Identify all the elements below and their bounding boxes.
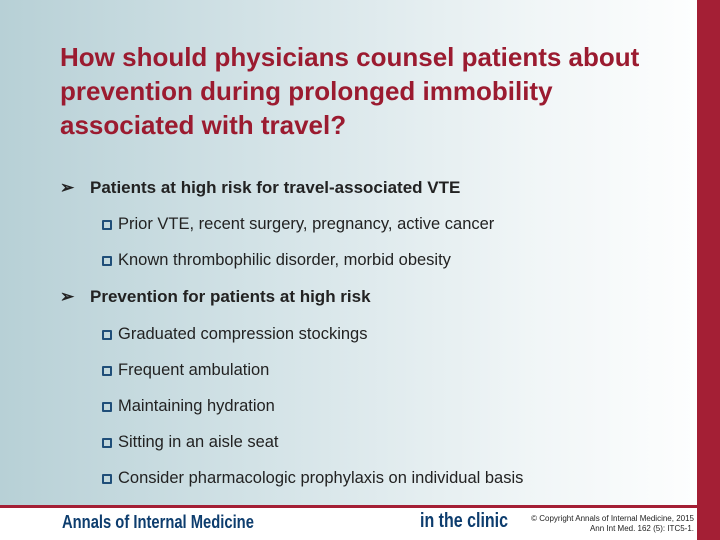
checkbox-bullet-icon <box>102 402 112 412</box>
checkbox-bullet-icon <box>102 366 112 376</box>
list-item: Consider pharmacologic prophylaxis on individual basis <box>102 467 682 489</box>
arrow-bullet-icon: ➢ <box>60 178 75 197</box>
list-item: Maintaining hydration <box>102 395 682 417</box>
section-heading-high-risk: ➢ Patients at high risk for travel-associated VTE <box>60 178 461 197</box>
journal-logo: Annals of Internal Medicine <box>62 512 254 532</box>
section-heading-prevention: ➢ Prevention for patients at high risk <box>60 287 371 306</box>
footer-divider <box>0 505 697 508</box>
series-logo: in the clinic <box>420 510 509 532</box>
arrow-bullet-icon: ➢ <box>60 287 75 306</box>
copyright-notice: © Copyright Annals of Internal Medicine, 2015 Ann Int Med. 162 (5): ITC5-1. <box>531 514 694 533</box>
accent-bar <box>697 0 720 540</box>
list-item: Sitting in an aisle seat <box>102 431 682 453</box>
checkbox-bullet-icon <box>102 256 112 266</box>
slide-title: How should physicians counsel patients about prevention during prolonged immobility associated with travel? <box>60 42 640 140</box>
checkbox-bullet-icon <box>102 474 112 484</box>
checkbox-bullet-icon <box>102 220 112 230</box>
list-item: Frequent ambulation <box>102 359 682 381</box>
checkbox-bullet-icon <box>102 330 112 340</box>
checkbox-bullet-icon <box>102 438 112 448</box>
list-item: Graduated compression stockings <box>102 323 682 345</box>
list-item: Prior VTE, recent surgery, pregnancy, active cancer <box>102 213 682 235</box>
list-item: Known thrombophilic disorder, morbid obesity <box>102 249 682 271</box>
